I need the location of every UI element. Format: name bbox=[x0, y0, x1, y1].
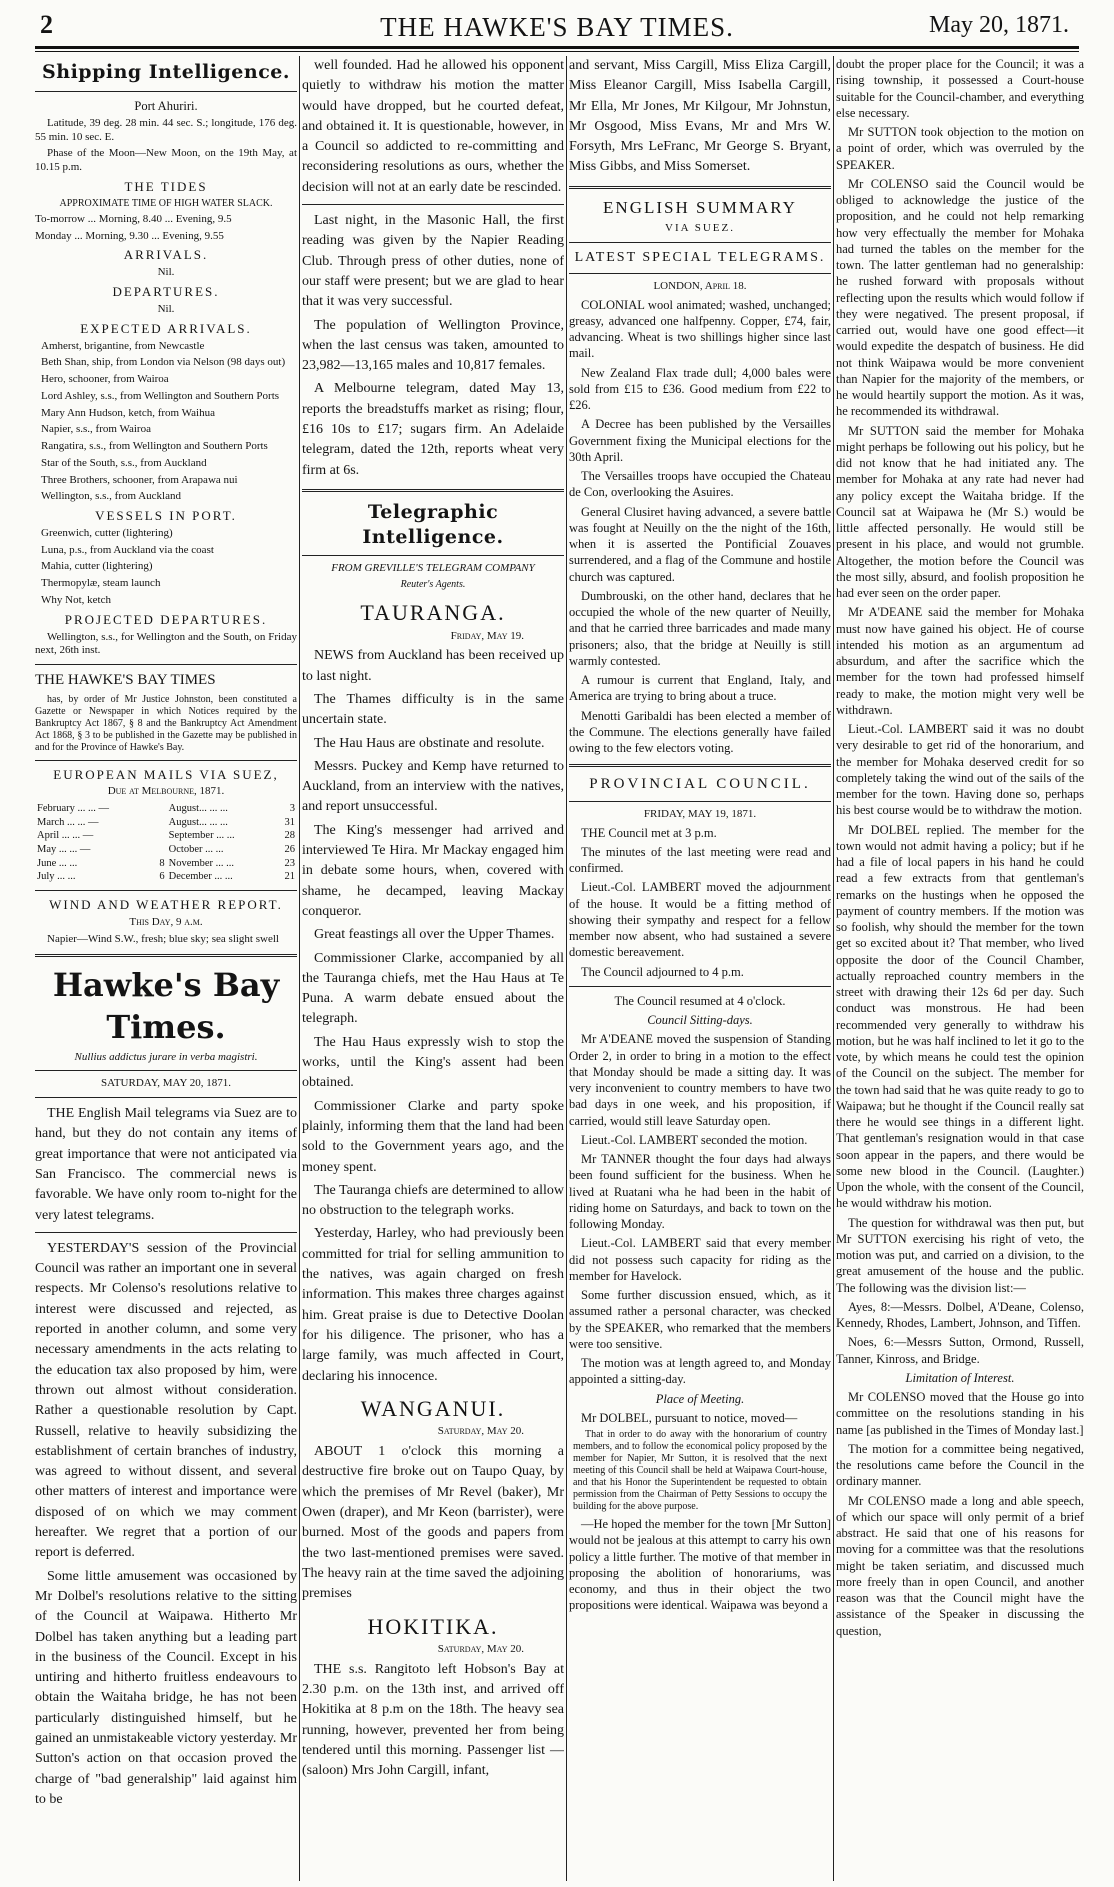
wind-report: Napier—Wind S.W., fresh; blue sky; sea slight swell bbox=[47, 932, 279, 945]
london-date: LONDON, April 18. bbox=[653, 279, 747, 292]
list-item: Wellington, s.s., from Auckland bbox=[41, 490, 181, 503]
council-paragraph: Lieut.-Col. LAMBERT moved the adjournment of the house. It would be a fitting method of showing their sympathy and respect for a fellow member now absent, who had sustained a severe domestic bereavement. bbox=[569, 880, 831, 960]
council-paragraph: The minutes of the last meeting were read and confirmed. bbox=[569, 844, 831, 876]
divider bbox=[35, 760, 297, 761]
notice-body: has, by order of Mr Justice Johnston, been constituted a Gazette or Newspaper in which Notices required by the Bankruptcy Act 1867, § 8 and the Bankruptcy Act Amendment Act 1868, § 3 to be published in the Gazette may be published in and for the Province of Hawke's Bay. bbox=[35, 693, 297, 753]
news-paragraph: Menotti Garibaldi has been elected a member of the Commune. The elections generally have failed owing to the few electors voting. bbox=[569, 708, 831, 756]
page-number: 2 bbox=[40, 10, 53, 39]
wanganui-heading: WANGANUI. bbox=[360, 1395, 506, 1421]
place-of-meeting-heading: Place of Meeting. bbox=[655, 1391, 745, 1406]
departures-value: Nil. bbox=[157, 302, 175, 315]
expected-heading: EXPECTED ARRIVALS. bbox=[80, 320, 252, 336]
latest-telegrams-heading: LATEST SPECIAL TELEGRAMS. bbox=[574, 249, 826, 265]
latitude-line: Latitude, 39 deg. 28 min. 44 sec. S.; longitude, 176 deg. 55 min. 10 sec. E. bbox=[35, 116, 297, 143]
divider bbox=[302, 489, 564, 492]
via-suez: VIA SUEZ. bbox=[665, 221, 735, 234]
news-paragraph: The Tauranga chiefs are determined to allow no obstruction to the telegraph works. bbox=[302, 1182, 564, 1219]
council-paragraph: Mr A'DEANE moved the suspension of Standing Order 2, in order to bring in a motion to the effect that Monday should be made a sitting day. It was very inconvenient to country members to have two bad days in one week, and his proposition, if carried, would still leave Saturday open. bbox=[569, 1032, 831, 1128]
council-paragraph: The question for withdrawal was then put, but Mr SUTTON exercising his right of veto, the motion was put, and carried on a division, to the great amusement of the house and the public. The following was the division list:— bbox=[836, 1215, 1084, 1295]
paper-title: Hawke's Bay Times. bbox=[52, 966, 280, 1046]
table-row: April ... ... — September ... ... 28 bbox=[37, 830, 295, 842]
column-2 bbox=[302, 56, 564, 1881]
telegram-source: FROM GREVILLE'S TELEGRAM COMPANY bbox=[331, 562, 535, 575]
division-list: Ayes, 8:—Messrs. Dolbel, A'Deane, Colenso, Kennedy, Rhodes, Lambert, Johnson, and Tiffen. bbox=[836, 1299, 1084, 1330]
shipping-heading: Shipping Intelligence. bbox=[42, 61, 290, 83]
news-paragraph: THE s.s. Rangitoto left Hobson's Bay at 2.30 p.m. on the 13th inst, and arrived off Hokitika at 8 p.m on the 18th. The heavy sea running, however, prevented her from being tendered until this morning. Passenger list —(saloon) Mrs John Cargill, infant, bbox=[302, 1661, 564, 1779]
council-paragraph: Mr COLENSO made a long and able speech, of which our space will only permit of a brief abstract. He said that one of his reasons for moving for a committee was that the resolutions might be taken seriatim, and discussed much more freely than in open Council, and another reason was that the Council might have the assistance of the Speaker in discussing the question, bbox=[836, 1493, 1084, 1638]
council-paragraph: The motion for a committee being negatived, the resolutions came before the Council in the ordinary manner. bbox=[836, 1441, 1084, 1489]
hokitika-heading: HOKITIKA. bbox=[367, 1613, 499, 1639]
council-date: FRIDAY, MAY 19, 1871. bbox=[643, 807, 757, 820]
wind-time: This Day, 9 a.m. bbox=[129, 915, 203, 928]
list-item: Why Not, ketch bbox=[41, 593, 111, 606]
mails-heading: EUROPEAN MAILS VIA SUEZ, bbox=[53, 766, 279, 782]
editorial-paragraph: YESTERDAY'S session of the Provincial Council was rather an important one in several respects. Mr Colenso's resolutions relative to interest were discussed and rejected, as reported in another column, and some very necessary amendments in the acts relating to the education tax also proposed by him, were thrown out almost without consideration. Rather a questionable resolution by Capt. Russell, relative to heavily subsidizing the establishment of certain branches of industry, was agreed to without dissent, and several other matters of interest and importance were disposed of on which we may comment hereafter. We regret that a portion of our report is deferred. bbox=[35, 1240, 297, 1561]
list-item: Beth Shan, ship, from London via Nelson (98 days out) bbox=[41, 356, 286, 369]
divider bbox=[569, 986, 831, 987]
council-resumed: The Council resumed at 4 o'clock. bbox=[614, 993, 786, 1008]
council-paragraph: Mr DOLBEL, pursuant to notice, moved— bbox=[581, 1410, 798, 1425]
divider bbox=[35, 91, 297, 92]
council-paragraph: Mr SUTTON took objection to the motion on a point of order, which was overruled by the SPEAKER. bbox=[836, 125, 1084, 172]
projected-text: Wellington, s.s., for Wellington and the South, on Friday next, 26th inst. bbox=[35, 630, 297, 657]
news-paragraph: ABOUT 1 o'clock this morning a destructive fire broke out on Taupo Quay, by which the premises of Mr Revel (baker), Mr Owen (draper), and Mr Keon (barrister), were burned. Most of the goods and papers from the two last-mentioned premises were saved. The heavy rain at the time saved the adjoining premises bbox=[302, 1444, 564, 1602]
limitation-heading: Limitation of Interest. bbox=[905, 1370, 1015, 1385]
notice-title: THE HAWKE'S BAY TIMES bbox=[35, 672, 216, 689]
news-paragraph: Commissioner Clarke and party spoke plainly, informing them that the land had been sold to the Government years ago, and the money spent. bbox=[302, 1098, 564, 1175]
divider bbox=[35, 1232, 297, 1233]
table-row: February ... ... — August... ... ... 3 bbox=[37, 803, 295, 815]
divider bbox=[569, 801, 831, 802]
council-paragraph: —He hoped the member for the town [Mr Sutton] would not be jealous at this attempt to carry his own policy a little further. The motive of that member in proposing the abolition of honorariums, was economy, and thus in their object the two propositions were identical. Waipawa was beyond a bbox=[569, 1517, 831, 1613]
council-paragraph: The motion was at length agreed to, and Monday appointed a sitting-day. bbox=[569, 1356, 831, 1387]
list-item: Thermopylæ, steam launch bbox=[41, 577, 161, 590]
council-paragraph: Mr DOLBEL replied. The member for the town would not admit having a policy; but if he had a file of local papers in his hand he could read a few extracts from that gentleman's remarks on the hustings when he opposed the payment of country members. If the motion was so foolish, why should the member for the town get so excited about it? That member, who lived opposite the door of the Council Chamber, actually reproached country members in the street with drawing their 12s 6d per day. Such conduct was monstrous. He had been recommended very generally to withdraw his motion, but he was half inclined to let it go to the vote, by which means he could test the opinion of the Council on the subject. The member for the town had said that he was quite ready to go to Waipawa; but he thought if the Council really sat there he would see things in a different light. That gentleman's resignation would in that case soon appear in the papers, and there would be some new blood in the Council. (Laughter.) Upon the whole, with the consent of the Council, he would withdraw his motion. bbox=[836, 822, 1084, 1211]
divider bbox=[35, 954, 297, 957]
news-paragraph: COLONIAL wool animated; washed, unchanged; greasy, advanced one halfpenny. Copper, £74, fair, advancing. Wheat is two shillings higher since last mail. bbox=[569, 297, 831, 361]
news-paragraph: The King's messenger had arrived and interviewed Te Hira. Mr Mackay engaged him in debate some hours, when, covered with shame, he decamped, leaving Mackay conqueror. bbox=[302, 822, 564, 919]
mails-subheading: Due at Melbourne, 1871. bbox=[107, 785, 225, 798]
divider bbox=[35, 1070, 297, 1071]
departures-heading: DEPARTURES. bbox=[112, 283, 220, 299]
wind-heading: WIND AND WEATHER REPORT. bbox=[49, 897, 283, 913]
news-paragraph: Dumbrouski, on the other hand, declares that he occupied the whole of the new quarter of Neuilly, and that he carried three barricades and made many prisoners; also, that the bridge at Neuilly is still warmly contested. bbox=[569, 588, 831, 668]
sitting-days-heading: Council Sitting-days. bbox=[647, 1013, 753, 1028]
telegram-agents: Reuter's Agents. bbox=[400, 579, 466, 591]
arrivals-value: Nil. bbox=[157, 266, 175, 279]
header-rule bbox=[35, 46, 1079, 49]
masthead-title: THE HAWKE'S BAY TIMES. bbox=[380, 12, 734, 42]
list-item: Mahia, cutter (lightering) bbox=[41, 560, 153, 573]
list-item: Amherst, brigantine, from Newcastle bbox=[41, 339, 205, 352]
table-row: March ... ... — August... ... ... 31 bbox=[37, 816, 295, 828]
divider bbox=[569, 273, 831, 274]
issue-date: May 20, 1871. bbox=[929, 12, 1069, 38]
list-item: Luna, p.s., from Auckland via the coast bbox=[41, 543, 214, 556]
editorial-paragraph: Some little amusement was occasioned by Mr Dolbel's resolutions relative to the sitting of the Council at Waipawa. Hitherto Mr Dolbel has taken anything but a leading part in the business of the Council. Except in his untiring and hitherto fruitless endeavours to obtain the Waitaha bridge, he has not been particularly distinguished himself, but he gained an unmistakeable victory yesterday. Mr Sutton's action on that occasion proved the charge of "bad generalship" laid against him to be bbox=[35, 1568, 297, 1807]
news-paragraph: Yesterday, Harley, who had previously been committed for trial for selling ammunition to the natives, was again charged on fresh information. This makes three charges against him. Great praise is due to Detective Doolan for his diligence. The prisoner, who has a large family, was much affected in Court, declaring his innocence. bbox=[302, 1226, 564, 1384]
division-list: Noes, 6:—Messrs Sutton, Ormond, Russell, Tanner, Kinross, and Bridge. bbox=[836, 1335, 1084, 1366]
council-paragraph: The Council adjourned to 4 p.m. bbox=[581, 964, 744, 979]
resolution-text: That in order to do away with the honorarium of country members, and to follow the economical policy proposed by the member for Napier, Mr Sutton, it is resolved that the next meeting of this Council shall be held at Waipawa Court-house, and that his Honor the Superintendent be requested to obtain permission from the Chairman of Petty Sessions to occupy the building for the above purpose. bbox=[573, 1429, 827, 1513]
council-paragraph: Some further discussion ensued, which, as it assumed rather a personal character, was checked by the SPEAKER, who remarked that the members were too sensitive. bbox=[569, 1288, 831, 1351]
council-paragraph: THE Council met at 3 p.m. bbox=[581, 825, 717, 840]
list-item: Star of the South, s.s., from Auckland bbox=[41, 456, 207, 469]
header-rule-thin bbox=[35, 51, 1079, 52]
english-summary-heading: ENGLISH SUMMARY bbox=[603, 197, 797, 217]
council-paragraph: Mr TANNER thought the four days had always been found sufficient for the business. When he lived at Ruatani wha he had been in the habit of riding home on Saturdays, and back to town on the following Monday. bbox=[569, 1152, 831, 1232]
news-paragraph: A rumour is current that England, Italy, and America are trying to bring about a truce. bbox=[569, 673, 831, 704]
divider bbox=[569, 764, 831, 767]
page-header bbox=[0, 0, 1114, 50]
divider bbox=[302, 555, 564, 556]
news-paragraph: The Thames difficulty is in the same uncertain state. bbox=[302, 692, 564, 728]
divider bbox=[302, 204, 564, 205]
list-item: Hero, schooner, from Wairoa bbox=[41, 373, 169, 385]
divider bbox=[35, 664, 297, 665]
column-3 bbox=[569, 56, 831, 1881]
table-row: May ... ... — October ... ... 26 bbox=[37, 844, 295, 856]
council-heading: PROVINCIAL COUNCIL. bbox=[589, 776, 811, 793]
tide-row: Monday ... Morning, 9.30 ... Evening, 9.55 bbox=[35, 229, 224, 242]
list-item: Lord Ashley, s.s., from Wellington and Southern Ports bbox=[41, 389, 280, 402]
vessels-list bbox=[35, 527, 297, 608]
news-paragraph: Last night, in the Masonic Hall, the first reading was given by the Napier Reading Club. Through press of other duties, none of our staff were present; but we are glad to hear that it was very successful. bbox=[302, 213, 564, 310]
editorial-paragraph: THE English Mail telegrams via Suez are to hand, but they do not contain any items of great importance that were not anticipated via San Francisco. The commercial news is favorable. We have only room to-night for the very latest telegrams. bbox=[35, 1106, 297, 1223]
column-4 bbox=[836, 56, 1084, 1881]
council-paragraph: doubt the proper place for the Council; it was a rising township, it possessed a Court-house suitable for the Council-chamber, and everything else necessary. bbox=[836, 57, 1084, 120]
telegraphic-heading: Telegraphic Intelligence. bbox=[362, 500, 504, 548]
column-divider bbox=[833, 56, 834, 1881]
news-paragraph: A Decree has been published by the Versailles Government fixing the Municipal elections for the 30th April. bbox=[569, 417, 831, 464]
expected-list bbox=[35, 340, 297, 505]
news-paragraph: NEWS from Auckland has been received up to last night. bbox=[302, 648, 564, 684]
council-paragraph: Mr A'DEANE said the member for Mohaka must now have gained his object. He of course intended his motion as an argumentum ad absurdum, and after the sacrifice which the member for the town had professed himself ready to make, the motion might very well be withdrawn. bbox=[836, 605, 1084, 717]
list-item: Napier, s.s., from Wairoa bbox=[41, 423, 151, 436]
table-row: July ... ... 6 December ... ... 21 bbox=[37, 871, 295, 883]
council-paragraph: Lieut.-Col. LAMBERT said that every member did not possess such capacity for riding as the member for Havelock. bbox=[569, 1236, 831, 1283]
column-divider bbox=[299, 56, 300, 1881]
divider bbox=[35, 890, 297, 891]
news-paragraph: Commissioner Clarke, accompanied by all the Tauranga chiefs, met the Hau Haus at Te Puna. A warm debate ensued about the telegraph. bbox=[302, 950, 564, 1027]
council-paragraph: Mr COLENSO moved that the House go into committee on the resolutions standing in his name [as published in the Times of Monday last.] bbox=[836, 1390, 1084, 1437]
news-paragraph: The Versailles troops have occupied the Chateau de Con, overlooking the Asuires. bbox=[569, 469, 831, 500]
paper-motto: Nullius addictus jurare in verba magistri. bbox=[74, 1050, 258, 1063]
divider bbox=[569, 242, 831, 243]
tide-row: To-morrow ... Morning, 8.40 ... Evening, 9.5 bbox=[35, 212, 232, 225]
column-1 bbox=[35, 56, 297, 1881]
council-paragraph: Lieut.-Col. LAMBERT seconded the motion. bbox=[581, 1132, 808, 1147]
news-paragraph: General Clusiret having advanced, a severe battle was fought at Neuilly on the the night of the 16th, when it is asserted the Pontificial Zouaves surrendered, and a flag of the Commune and hostile church was captured. bbox=[569, 504, 831, 584]
news-paragraph: A Melbourne telegram, dated May 13, reports the breadstuffs market as rising; flour, £16 10s to £17; sugars firm. An Adelaide telegram, dated the 12th, reports wheat very firm at 6s. bbox=[302, 381, 564, 478]
moon-phase: Phase of the Moon—New Moon, on the 19th May, at 10.15 p.m. bbox=[35, 147, 297, 174]
hokitika-date: Saturday, May 20. bbox=[437, 1643, 524, 1656]
tauranga-heading: TAURANGA. bbox=[360, 600, 506, 626]
news-paragraph: The Hau Haus are obstinate and resolute. bbox=[314, 735, 545, 751]
wanganui-date: Saturday, May 20. bbox=[437, 1425, 524, 1438]
list-item: Rangatira, s.s., from Wellington and Southern Ports bbox=[41, 440, 268, 452]
news-paragraph: New Zealand Flax trade dull; 4,000 bales were sold from £15 to £36. Good medium from £22 to £26. bbox=[569, 365, 831, 413]
news-paragraph: Messrs. Puckey and Kemp have returned to Auckland, from an interview with the natives, and report unsuccessful. bbox=[302, 758, 564, 815]
paper-date: SATURDAY, MAY 20, 1871. bbox=[101, 1077, 231, 1090]
editorial-paragraph: well founded. Had he allowed his opponent quietly to withdraw his motion the matter would have dropped, but he courted defeat, and obtained it. It is questionable, however, in a Council so addicted to re-committing and reconsidering resolutions as ours, whether the decision will not at an early date be rescinded. bbox=[302, 58, 564, 195]
news-paragraph: and servant, Miss Cargill, Miss Eliza Cargill, Miss Eleanor Cargill, Miss Isabella Cargill, Mr Ella, Mr Jones, Mr Kilgour, Mr Johnstun, Mr Osgood, Miss Evans, Mr and Mrs W. Forsyth, Mrs LeFranc, Mr George S. Bryant, Miss Gibbs, and Miss Somerset. bbox=[569, 58, 831, 175]
divider bbox=[569, 186, 831, 189]
council-paragraph: Lieut.-Col. LAMBERT said it was no doubt very desirable to get rid of the honorarium, and the member for Mohaka deserved credit for so completely taking the wind out of the sails of the member for the town. Having done so, perhaps his best course would be to withdraw the motion. bbox=[836, 722, 1084, 818]
news-paragraph: The Hau Haus expressly wish to stop the works, until the King's assent had been obtained. bbox=[302, 1034, 564, 1091]
mails-table bbox=[35, 802, 297, 884]
tauranga-date: Friday, May 19. bbox=[450, 629, 524, 642]
divider bbox=[35, 1097, 297, 1098]
news-paragraph: The population of Wellington Province, when the last census was taken, amounted to 23,982—13,165 males and 10,817 females. bbox=[302, 317, 564, 374]
projected-heading: PROJECTED DEPARTURES. bbox=[64, 611, 268, 627]
council-paragraph: Mr SUTTON said the member for Mohaka might perhaps be following out his policy, but he did not know that he had initiated any. The member for Mohaka at any rate had never had any policy except the Waitaha bridge. If the Council sat at Waipawa he (Mr S.) would be little affected personally. He would still be present in his place, and would not grumble. Altogether, the motion before the Council was the most silly, absurd, and foolish proposition he had ever seen on the order paper. bbox=[836, 423, 1084, 600]
column-divider bbox=[566, 56, 567, 1881]
table-row: June ... ... 8 November ... ... 23 bbox=[37, 857, 295, 869]
list-item: Three Brothers, schooner, from Arapawa nui bbox=[41, 473, 238, 486]
arrivals-heading: ARRIVALS. bbox=[123, 247, 209, 263]
list-item: Mary Ann Hudson, ketch, from Waihua bbox=[41, 406, 215, 419]
council-paragraph: Mr COLENSO said the Council would be obliged to acknowledge the justice of the proposition, and he could not help remarking how very effectually the member for Mohaka had turned the tables on the member for the town. The latter gentleman had no generalship: he rushed forward with proposals without reflecting upon the results which would follow if they were negatived. The present proposal, if carried out, would have one good effect—it would expedite the despatch of business. He did not think Waipawa would be more convenient than Napier for the majority of the members, or he would heartily support the motion. As it was, he recommended its withdrawal. bbox=[836, 176, 1084, 419]
tides-subheading: APPROXIMATE TIME OF HIGH WATER SLACK. bbox=[59, 197, 273, 209]
port-name: Port Ahuriri. bbox=[134, 98, 198, 113]
list-item: Greenwich, cutter (lightering) bbox=[41, 526, 173, 539]
vessels-heading: VESSELS IN PORT. bbox=[95, 508, 237, 523]
news-paragraph: Great feastings all over the Upper Thames. bbox=[314, 927, 555, 943]
tides-heading: THE TIDES bbox=[124, 178, 208, 194]
